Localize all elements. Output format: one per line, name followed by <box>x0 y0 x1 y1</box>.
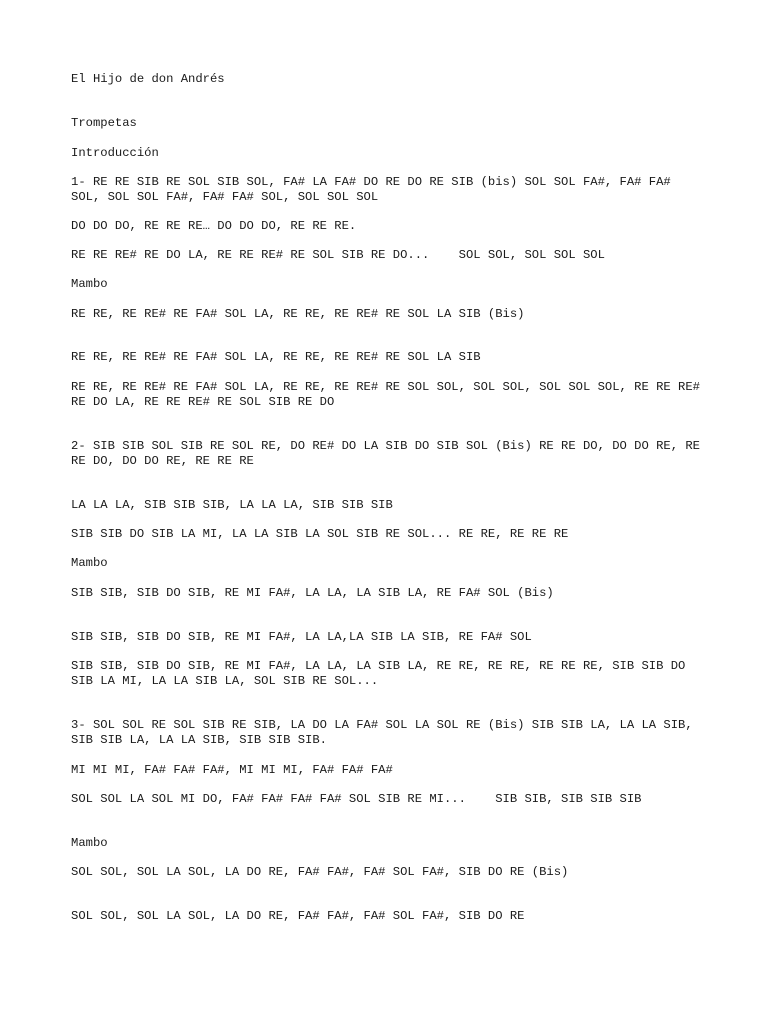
text-line: 3- SOL SOL RE SOL SIB RE SIB, LA DO LA FA# SOL LA SOL RE (Bis) SIB SIB LA, LA LA SIB, SIB SIB LA, LA LA SIB, SIB SIB SIB. <box>71 718 700 747</box>
text-line: SIB SIB, SIB DO SIB, RE MI FA#, LA LA, LA SIB LA, RE FA# SOL (Bis) <box>71 586 554 600</box>
text-line: RE RE, RE RE# RE FA# SOL LA, RE RE, RE RE# RE SOL LA SIB <box>71 350 481 364</box>
section-heading-mambo: Mambo <box>71 556 108 570</box>
text-line: SIB SIB DO SIB LA MI, LA LA SIB LA SOL SIB RE SOL... RE RE, RE RE RE <box>71 527 569 541</box>
section-heading-mambo: Mambo <box>71 277 108 291</box>
text-line: DO DO DO, RE RE RE… DO DO DO, RE RE RE. <box>71 219 357 233</box>
text-line: 2- SIB SIB SOL SIB RE SOL RE, DO RE# DO LA SIB DO SIB SOL (Bis) RE RE DO, DO DO RE, RE RE DO, DO DO RE, RE RE RE <box>71 439 708 468</box>
text-line: RE RE, RE RE# RE FA# SOL LA, RE RE, RE RE# RE SOL SOL, SOL SOL, SOL SOL SOL, RE RE RE# RE DO LA, RE RE RE# RE SOL SIB RE DO <box>71 380 708 409</box>
text-line: SOL SOL, SOL LA SOL, LA DO RE, FA# FA#, FA# SOL FA#, SIB DO RE <box>71 909 525 923</box>
section-heading-trompetas: Trompetas <box>71 116 137 130</box>
text-line: MI MI MI, FA# FA# FA#, MI MI MI, FA# FA# FA# <box>71 763 393 777</box>
text-line: SOL SOL, SOL LA SOL, LA DO RE, FA# FA#, FA# SOL FA#, SIB DO RE (Bis) <box>71 865 569 879</box>
text-line: SOL SOL LA SOL MI DO, FA# FA# FA# FA# SOL SIB RE MI... SIB SIB, SIB SIB SIB <box>71 792 642 806</box>
text-line: LA LA LA, SIB SIB SIB, LA LA LA, SIB SIB SIB <box>71 498 393 512</box>
text-line: 1- RE RE SIB RE SOL SIB SOL, FA# LA FA# DO RE DO RE SIB (bis) SOL SOL FA#, FA# FA# SOL, SOL SOL FA#, FA# FA# SOL, SOL SOL SOL <box>71 175 679 204</box>
text-line: SIB SIB, SIB DO SIB, RE MI FA#, LA LA,LA SIB LA SIB, RE FA# SOL <box>71 630 532 644</box>
text-line: RE RE RE# RE DO LA, RE RE RE# RE SOL SIB RE DO... SOL SOL, SOL SOL SOL <box>71 248 605 262</box>
text-line: SIB SIB, SIB DO SIB, RE MI FA#, LA LA, LA SIB LA, RE RE, RE RE, RE RE RE, SIB SIB DO SIB LA MI, LA LA SIB LA, SOL SIB RE SOL... <box>71 659 693 688</box>
section-heading-mambo: Mambo <box>71 836 108 850</box>
document-title: El Hijo de don Andrés <box>71 72 225 86</box>
section-heading-introduccion: Introducción <box>71 146 159 160</box>
text-line: RE RE, RE RE# RE FA# SOL LA, RE RE, RE RE# RE SOL LA SIB (Bis) <box>71 307 525 321</box>
